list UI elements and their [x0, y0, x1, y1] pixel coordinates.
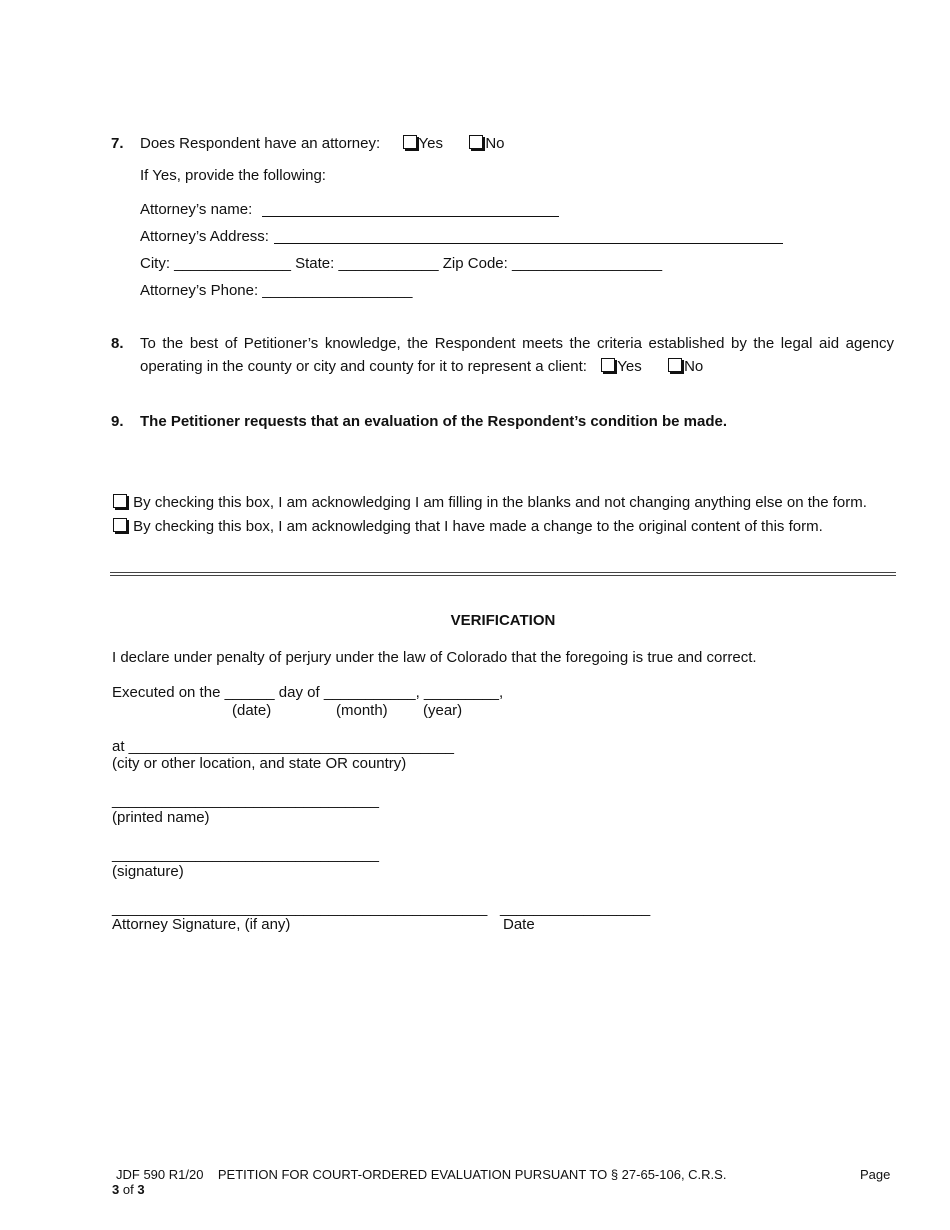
q8-no-option[interactable] [668, 358, 703, 375]
q7-question: Does Respondent have an attorney: [140, 135, 381, 152]
footer-form-id: JDF 590 R1/20 [116, 1167, 204, 1182]
checkbox-icon[interactable] [113, 494, 127, 508]
q7-yes-label: Yes [418, 135, 443, 152]
q7-no-label: No [485, 135, 505, 152]
footer-form-info [116, 1167, 726, 1182]
q7-yes-option[interactable] [403, 135, 443, 152]
executed-on-line[interactable]: Executed on the ______ day of ___________, _________, [112, 684, 504, 701]
checkbox-icon[interactable] [601, 358, 615, 372]
q8-yes-option[interactable] [601, 358, 641, 375]
acknowledgement-1[interactable] [113, 494, 867, 511]
attorney-date-line[interactable]: __________________ [500, 900, 651, 917]
checkbox-icon[interactable] [469, 135, 483, 149]
q7-no-option[interactable] [469, 135, 504, 152]
attorney-phone[interactable]: Attorney’s Phone: __________________ [140, 282, 413, 299]
date-caption: (date) [232, 702, 272, 719]
footer-page-current: 3 [112, 1182, 120, 1197]
attorney-signature-caption: Attorney Signature, (if any) [112, 916, 291, 933]
q8-line2: operating in the county or city and county for it to represent a client: [140, 358, 587, 375]
checkbox-icon[interactable] [668, 358, 682, 372]
verification-heading: VERIFICATION [450, 612, 556, 629]
verification-declaration: I declare under penalty of perjury under the law of Colorado that the foregoing is true and correct. [112, 649, 757, 666]
printed-name-caption: (printed name) [112, 809, 210, 826]
attorney-city-state-zip[interactable]: City: ______________ State: ____________ Zip Code: __________________ [140, 255, 663, 272]
q9-text: The Petitioner requests that an evaluation of the Respondent’s condition be made. [140, 413, 728, 430]
attorney-signature-line[interactable]: _____________________________________________ [112, 900, 488, 917]
q8-yes-label: Yes [617, 358, 642, 375]
attorney-name-field[interactable] [262, 216, 559, 217]
q7-if-yes: If Yes, provide the following: [140, 167, 326, 184]
q7-question-row [140, 135, 505, 152]
section-divider [110, 572, 896, 576]
q7-number: 7. [111, 135, 124, 152]
signature-line[interactable]: ________________________________ [112, 846, 379, 863]
acknowledgement-2-text: By checking this box, I am acknowledging that I have made a change to the original content of this form. [133, 518, 823, 535]
q8-line2-row [140, 358, 703, 375]
acknowledgement-1-text: By checking this box, I am acknowledging I am filling in the blanks and not changing anything else on the form. [133, 494, 867, 511]
acknowledgement-2[interactable] [113, 518, 823, 535]
signature-caption: (signature) [112, 863, 184, 880]
printed-name-line[interactable]: ________________________________ [112, 792, 379, 809]
q8-line1: To the best of Petitioner’s knowledge, the Respondent meets the criteria established by the legal aid agency [140, 335, 894, 352]
checkbox-icon[interactable] [403, 135, 417, 149]
footer-title: PETITION FOR COURT-ORDERED EVALUATION PURSUANT TO § 27-65-106, C.R.S. [217, 1167, 727, 1182]
checkbox-icon[interactable] [113, 518, 127, 532]
year-caption: (year) [423, 702, 463, 719]
footer-page-word: Page [860, 1167, 891, 1182]
footer-page-of: of [122, 1182, 134, 1197]
attorney-date-label: Date [503, 916, 535, 933]
q8-number: 8. [111, 335, 124, 352]
month-caption: (month) [336, 702, 388, 719]
footer-page-total: 3 [137, 1182, 145, 1197]
q9-number: 9. [111, 413, 124, 430]
footer-page-number [112, 1182, 145, 1197]
attorney-address-label: Attorney’s Address: [140, 228, 269, 245]
q8-no-label: No [684, 358, 704, 375]
attorney-name-label: Attorney’s name: [140, 201, 253, 218]
location-line[interactable]: at _______________________________________ [112, 738, 455, 755]
attorney-address-field[interactable] [274, 243, 783, 244]
location-caption: (city or other location, and state OR country) [112, 755, 407, 772]
